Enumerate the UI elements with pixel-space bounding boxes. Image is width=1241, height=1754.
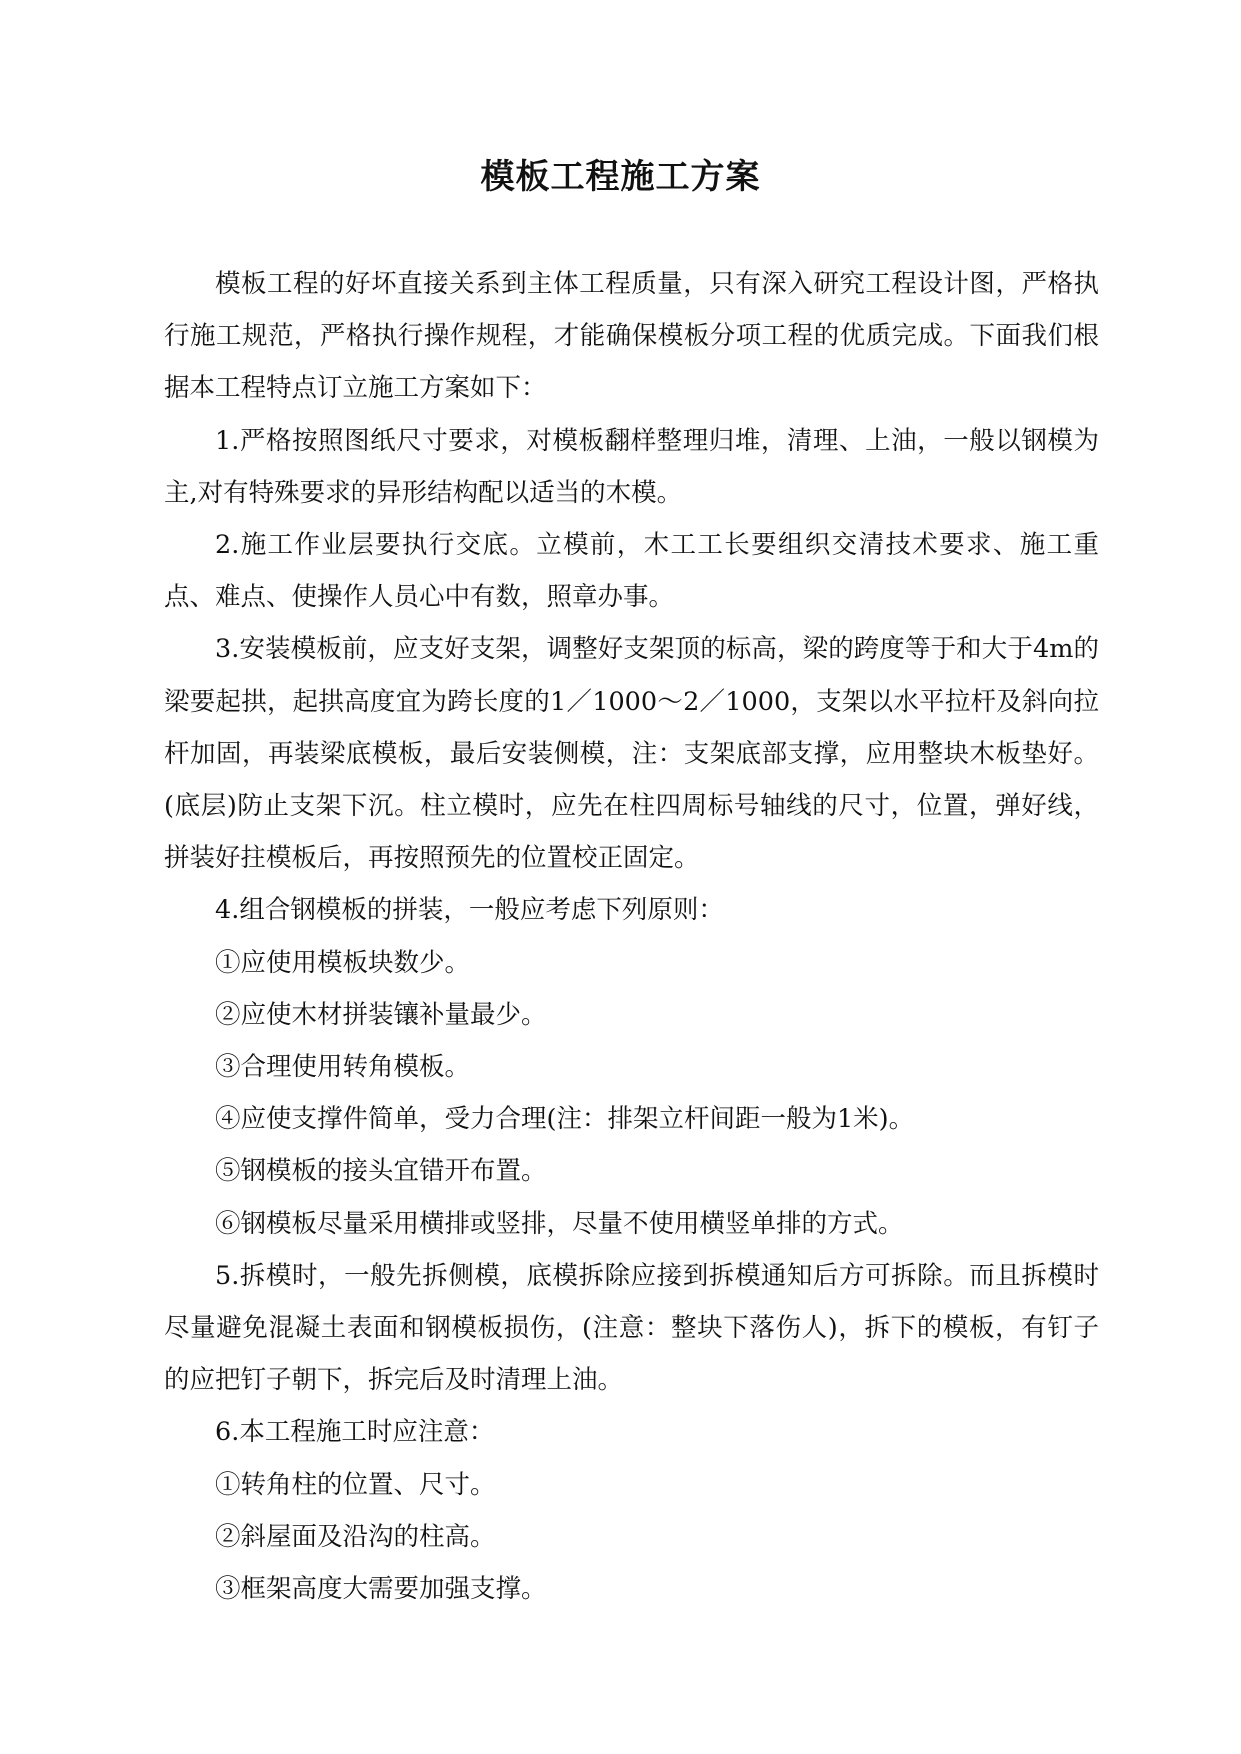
item-5-paragraph: 5.拆模时，一般先拆侧模，底模拆除应接到拆模通知后方可拆除。而且拆模时尽量避免混凝土表面和钢模板损伤，(注意：整块下落伤人)，拆下的模板，有钉子的应把钉子朝下，拆完后及时清理上油。 — [164, 1260, 1099, 1396]
item-4-sub-1: ①应使用模板块数少。 — [215, 947, 471, 978]
item-4-sub-2: ②应使木材拼装镶补量最少。 — [215, 999, 547, 1030]
item-4-sub-3: ③合理使用转角模板。 — [215, 1052, 471, 1083]
intro-paragraph: 模板工程的好坏直接关系到主体工程质量，只有深入研究工程设计图，严格执行施工规范，严格执行操作规程，才能确保模板分项工程的优质完成。下面我们根据本工程特点订立施工方案如下： — [164, 269, 1099, 404]
item-1-paragraph: 1.严格按照图纸尺寸要求，对模板翻样整理归堆，清理、上油，一般以钢模为主,对有特殊要求的异形结构配以适当的木模。 — [164, 425, 1099, 508]
item-6-sub-3: ③框架高度大需要加强支撑。 — [215, 1574, 547, 1605]
item-6-sub-1: ①转角柱的位置、尺寸。 — [215, 1469, 496, 1500]
item-4-sub-4: ④应使支撑件简单，受力合理(注：排架立杆间距一般为1米)。 — [215, 1104, 915, 1135]
item-3-paragraph: 3.安装模板前，应支好支架，调整好支架顶的标高，梁的跨度等于和大于4m的梁要起拱，起拱高度宜为跨长度的1／1000～2／1000，支架以水平拉杆及斜向拉杆加固，再装梁底模板，最后安装侧模，注：支架底部支撑，应用整块木板垫好。(底层)防止支架下沉。柱立模时，应先在柱四周标号轴线的尺寸，位置，弹好线，拼装好拄模板后，再按照预先的位置校正固定。 — [164, 634, 1099, 874]
item-6-sub-2: ②斜屋面及沿沟的柱高。 — [215, 1521, 496, 1552]
item-2-paragraph: 2.施工作业层要执行交底。立模前，木工工长要组织交清技术要求、施工重点、难点、使操作人员心中有数，照章办事。 — [164, 530, 1099, 613]
item-4-paragraph: 4.组合钢模板的拼装，一般应考虑下列原则： — [215, 895, 724, 926]
document-body — [164, 258, 1099, 1615]
item-4-sub-5: ⑤钢模板的接头宜错开布置。 — [215, 1156, 547, 1187]
item-6-paragraph: 6.本工程施工时应注意： — [215, 1417, 495, 1448]
item-4-sub-6: ⑥钢模板尽量采用横排或竖排，尽量不使用横竖单排的方式。 — [215, 1208, 904, 1239]
document-title: 模板工程施工方案 — [480, 157, 761, 197]
